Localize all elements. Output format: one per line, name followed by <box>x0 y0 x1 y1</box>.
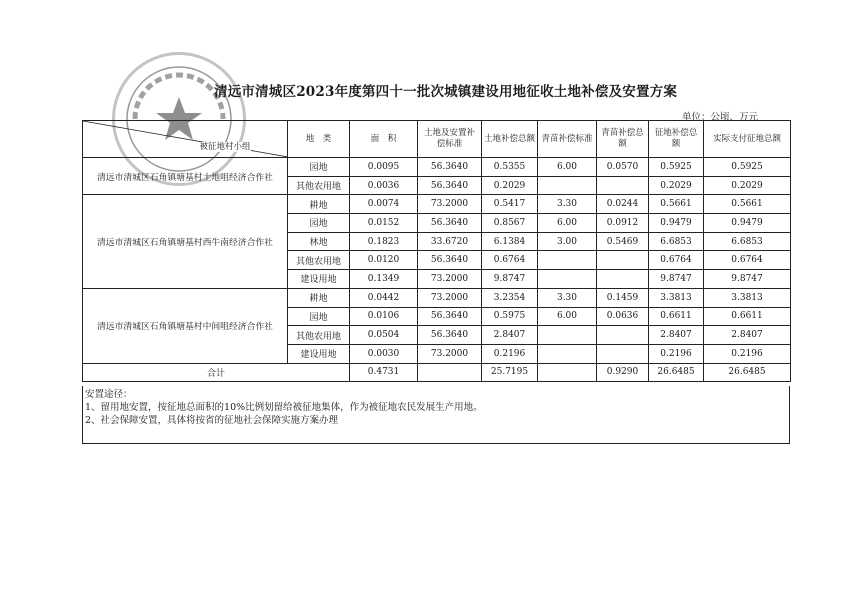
land-comp-cell: 0.5355 <box>482 158 538 177</box>
document-title: 清远市清城区2023年度第四十一批次城镇建设用地征收土地补偿及安置方案 <box>214 84 678 100</box>
notes-item-1: 1、留用地安置，按征地总面积的10%比例划留给被征地集体，作为被征地农民发展生产用地。 <box>85 402 483 413</box>
standard-cell: 73.2000 <box>418 288 482 307</box>
crop-total-cell <box>597 270 649 289</box>
land-type-cell: 耕地 <box>288 288 350 307</box>
total-row <box>83 363 791 382</box>
header-crop-total: 青苗补偿总额 <box>597 121 649 158</box>
crop-std-cell <box>538 176 597 195</box>
actual-total-cell: 0.9479 <box>704 214 791 233</box>
notes-heading: 安置途径： <box>85 389 133 400</box>
land-type-cell: 园地 <box>288 214 350 233</box>
total-standard-cell <box>418 363 482 382</box>
standard-cell: 56.3640 <box>418 176 482 195</box>
village-cell: 清远市清城区石角镇塘基村西牛南经济合作社 <box>83 195 288 288</box>
actual-total-cell: 6.6853 <box>704 232 791 251</box>
header-crop-standard: 青苗补偿标准 <box>538 121 597 158</box>
standard-cell: 56.3640 <box>418 158 482 177</box>
land-comp-cell: 9.8747 <box>482 270 538 289</box>
crop-total-cell: 0.0636 <box>597 307 649 326</box>
total-comp-cell: 0.9479 <box>649 214 704 233</box>
area-cell: 0.0074 <box>350 195 418 214</box>
land-comp-cell: 0.6764 <box>482 251 538 270</box>
actual-total-cell: 3.3813 <box>704 288 791 307</box>
land-type-cell: 园地 <box>288 307 350 326</box>
actual-total-cell: 9.8747 <box>704 270 791 289</box>
diagonal-line <box>83 121 288 157</box>
total-crop-std-cell <box>538 363 597 382</box>
crop-total-cell: 0.5469 <box>597 232 649 251</box>
total-comp-cell: 2.8407 <box>649 326 704 345</box>
crop-std-cell: 6.00 <box>538 214 597 233</box>
header-land-type: 地 类 <box>288 121 350 158</box>
table-body <box>83 158 791 382</box>
crop-std-cell <box>538 326 597 345</box>
header-actual-total: 实际支付征地总额 <box>704 121 791 158</box>
total-crop-total-cell: 0.9290 <box>597 363 649 382</box>
crop-total-cell: 0.0912 <box>597 214 649 233</box>
crop-std-cell: 3.30 <box>538 195 597 214</box>
actual-total-cell: 0.6611 <box>704 307 791 326</box>
land-comp-cell: 0.5417 <box>482 195 538 214</box>
land-type-cell: 其他农用地 <box>288 326 350 345</box>
land-type-cell: 园地 <box>288 158 350 177</box>
land-type-cell: 林地 <box>288 232 350 251</box>
standard-cell: 73.2000 <box>418 270 482 289</box>
table-row <box>83 288 791 307</box>
area-cell: 0.0036 <box>350 176 418 195</box>
standard-cell: 56.3640 <box>418 326 482 345</box>
crop-total-cell <box>597 344 649 363</box>
total-comp-cell: 0.5925 <box>649 158 704 177</box>
area-cell: 0.0120 <box>350 251 418 270</box>
crop-std-cell: 6.00 <box>538 158 597 177</box>
total-actual-total-cell: 26.6485 <box>704 363 791 382</box>
unit-label: 单位：公顷、万元 <box>682 112 759 123</box>
area-cell: 0.0030 <box>350 344 418 363</box>
area-cell: 0.0106 <box>350 307 418 326</box>
actual-total-cell: 0.6764 <box>704 251 791 270</box>
total-comp-cell: 6.6853 <box>649 232 704 251</box>
standard-cell: 56.3640 <box>418 214 482 233</box>
header-row <box>83 121 791 158</box>
crop-std-cell: 3.30 <box>538 288 597 307</box>
table-row <box>83 195 791 214</box>
total-comp-cell: 0.2196 <box>649 344 704 363</box>
land-comp-cell: 6.1384 <box>482 232 538 251</box>
crop-std-cell: 6.00 <box>538 307 597 326</box>
land-comp-cell: 2.8407 <box>482 326 538 345</box>
actual-total-cell: 2.8407 <box>704 326 791 345</box>
land-type-cell: 其他农用地 <box>288 251 350 270</box>
area-cell: 0.0442 <box>350 288 418 307</box>
total-comp-cell: 0.2029 <box>649 176 704 195</box>
total-area-cell: 0.4731 <box>350 363 418 382</box>
standard-cell: 56.3640 <box>418 307 482 326</box>
area-cell: 0.0504 <box>350 326 418 345</box>
total-land-comp-cell: 25.7195 <box>482 363 538 382</box>
village-cell: 清远市清城区石角镇塘基村土地咀经济合作社 <box>83 158 288 195</box>
land-type-cell: 建设用地 <box>288 270 350 289</box>
total-total-comp-cell: 26.6485 <box>649 363 704 382</box>
standard-cell: 56.3640 <box>418 251 482 270</box>
total-comp-cell: 9.8747 <box>649 270 704 289</box>
area-cell: 0.0152 <box>350 214 418 233</box>
crop-std-cell <box>538 251 597 270</box>
table-row <box>83 158 791 177</box>
total-comp-cell: 3.3813 <box>649 288 704 307</box>
header-standard: 土地及安置补偿标准 <box>418 121 482 158</box>
village-cell: 清远市清城区石角镇塘基村中间咀经济合作社 <box>83 288 288 363</box>
land-type-cell: 其他农用地 <box>288 176 350 195</box>
land-type-cell: 耕地 <box>288 195 350 214</box>
area-cell: 0.0095 <box>350 158 418 177</box>
land-comp-cell: 3.2354 <box>482 288 538 307</box>
actual-total-cell: 0.2029 <box>704 176 791 195</box>
crop-total-cell <box>597 251 649 270</box>
land-comp-cell: 0.5975 <box>482 307 538 326</box>
crop-total-cell <box>597 326 649 345</box>
crop-total-cell: 0.0570 <box>597 158 649 177</box>
total-comp-cell: 0.6764 <box>649 251 704 270</box>
actual-total-cell: 0.2196 <box>704 344 791 363</box>
area-cell: 0.1823 <box>350 232 418 251</box>
crop-total-cell: 0.0244 <box>597 195 649 214</box>
standard-cell: 73.2000 <box>418 344 482 363</box>
notes-section <box>82 386 790 444</box>
notes-item-2: 2、社会保障安置，具体将按省的征地社会保障实施方案办理 <box>85 415 339 426</box>
header-total-comp: 征地补偿总额 <box>649 121 704 158</box>
actual-total-cell: 0.5925 <box>704 158 791 177</box>
header-village: 被征地村小组 <box>83 121 288 158</box>
total-label: 合计 <box>83 363 350 382</box>
total-comp-cell: 0.5661 <box>649 195 704 214</box>
header-land-comp: 土地补偿总额 <box>482 121 538 158</box>
land-comp-cell: 0.8567 <box>482 214 538 233</box>
header-area: 面 积 <box>350 121 418 158</box>
crop-std-cell: 3.00 <box>538 232 597 251</box>
crop-std-cell <box>538 344 597 363</box>
crop-total-cell: 0.1459 <box>597 288 649 307</box>
land-comp-cell: 0.2196 <box>482 344 538 363</box>
standard-cell: 73.2000 <box>418 195 482 214</box>
land-comp-cell: 0.2029 <box>482 176 538 195</box>
crop-total-cell <box>597 176 649 195</box>
actual-total-cell: 0.5661 <box>704 195 791 214</box>
land-type-cell: 建设用地 <box>288 344 350 363</box>
total-comp-cell: 0.6611 <box>649 307 704 326</box>
compensation-table <box>82 120 791 382</box>
crop-std-cell <box>538 270 597 289</box>
area-cell: 0.1349 <box>350 270 418 289</box>
standard-cell: 33.6720 <box>418 232 482 251</box>
